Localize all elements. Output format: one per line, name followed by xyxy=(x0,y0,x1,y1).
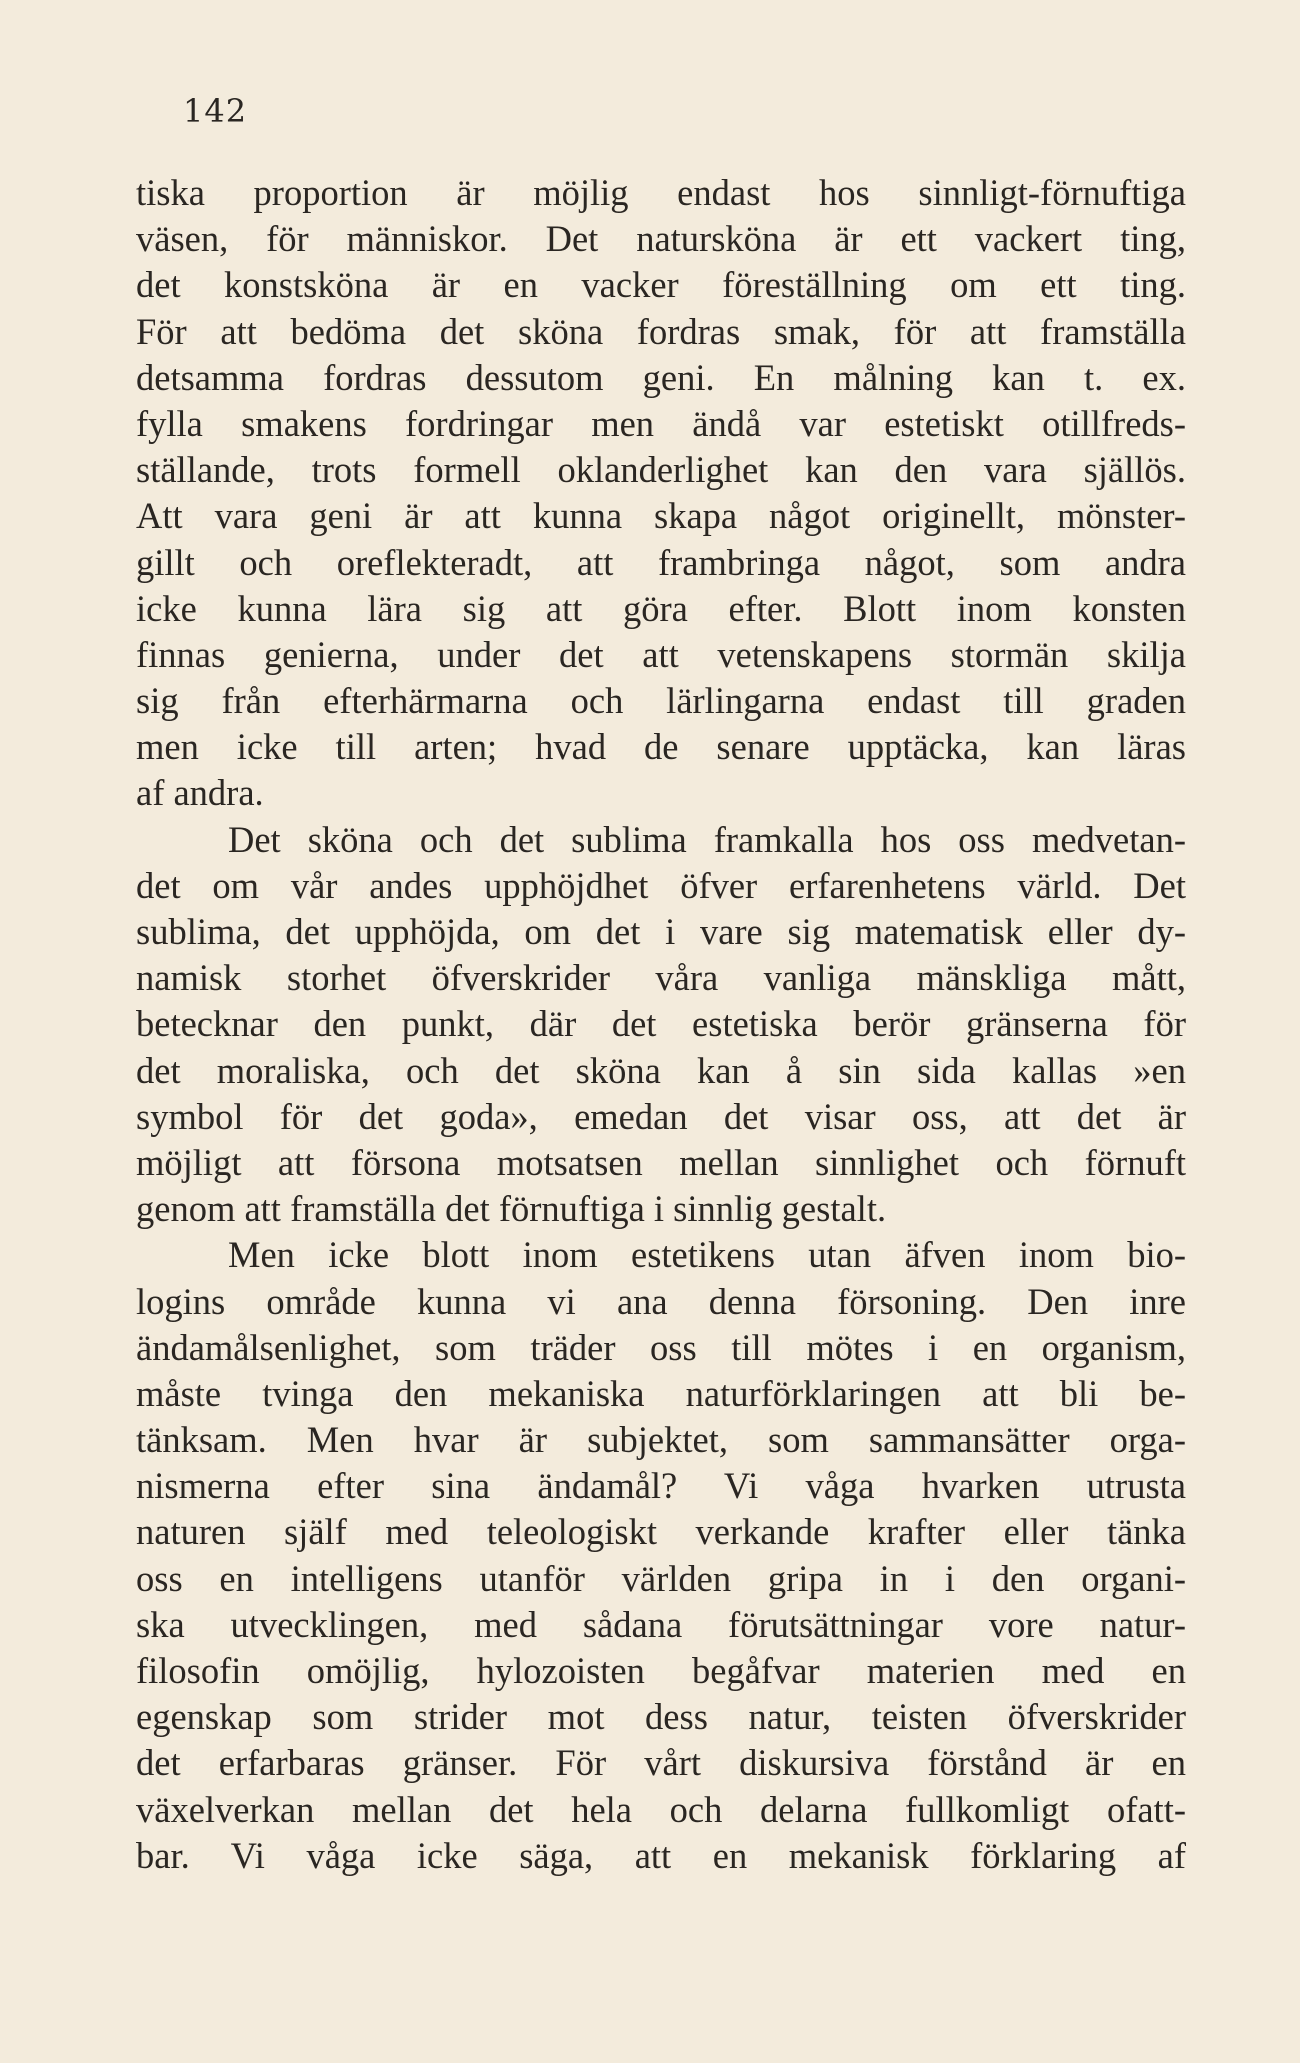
text-line: gillt och oreflekteradt, att frambringa något, som andra xyxy=(136,541,1186,583)
text-line: ska utvecklingen, med sådana förutsättningar vore natur- xyxy=(136,1603,1186,1645)
text-line: tiska proportion är möjlig endast hos sinnligt-förnuftiga xyxy=(136,172,1186,213)
text-line: finnas genierna, under det att vetenskapens stormän skilja xyxy=(136,633,1186,675)
text-line: det om vår andes upphöjdhet öfver erfarenhetens värld. Det xyxy=(136,864,1186,906)
text-line: logins område kunna vi ana denna försoning. Den inre xyxy=(136,1280,1186,1322)
text-line: För att bedöma det sköna fordras smak, för att framställa xyxy=(136,310,1186,352)
text-line: ändamålsenlighet, som träder oss till mötes i en organism, xyxy=(136,1326,1186,1368)
text-line: genom att framställa det förnuftiga i sinnlig gestalt. xyxy=(136,1188,887,1230)
text-line: af andra. xyxy=(136,772,264,814)
text-line: det erfarbaras gränser. För vårt diskursiva förstånd är en xyxy=(136,1742,1186,1784)
text-line: nismerna efter sina ändamål? Vi våga hvarken utrusta xyxy=(136,1465,1186,1507)
text-line: fylla smakens fordringar men ändå var estetiskt otillfreds- xyxy=(136,402,1186,444)
text-line: ställande, trots formell oklanderlighet kan den vara själlös. xyxy=(136,449,1186,491)
text-line: betecknar den punkt, där det estetiska berör gränserna för xyxy=(136,1003,1186,1045)
text-line: Att vara geni är att kunna skapa något originellt, mönster- xyxy=(136,495,1186,537)
text-line: möjligt att försona motsatsen mellan sinnlighet och förnuft xyxy=(136,1141,1186,1183)
text-line: det moraliska, och det sköna kan å sin sida kallas »en xyxy=(136,1049,1186,1091)
text-line: Men icke blott inom estetikens utan äfven inom bio- xyxy=(228,1234,1186,1276)
text-line: bar. Vi våga icke säga, att en mekanisk förklaring af xyxy=(136,1834,1186,1876)
text-line: måste tvinga den mekaniska naturförklaringen att bli be- xyxy=(136,1372,1186,1414)
text-line: filosofin omöjlig, hylozoisten begåfvar materien med en xyxy=(136,1650,1186,1691)
text-line: detsamma fordras dessutom geni. En målning kan t. ex. xyxy=(136,356,1186,398)
text-line: Det sköna och det sublima framkalla hos oss medvetan- xyxy=(228,818,1186,860)
page-number: 142 xyxy=(183,92,248,130)
text-line: icke kunna lära sig att göra efter. Blott inom konsten xyxy=(136,587,1186,629)
text-line: sig från efterhärmarna och lärlingarna endast till graden xyxy=(136,680,1186,722)
text-line: det konstsköna är en vacker föreställning om ett ting. xyxy=(136,264,1186,306)
text-line: sublima, det upphöjda, om det i vare sig matematisk eller dy- xyxy=(136,911,1186,952)
text-line: tänksam. Men hvar är subjektet, som sammansätter orga- xyxy=(136,1419,1186,1461)
text-line: symbol för det goda», emedan det visar oss, att det är xyxy=(136,1095,1186,1137)
body-text xyxy=(136,170,1186,1879)
text-line: väsen, för människor. Det natursköna är ett vackert ting, xyxy=(136,218,1186,260)
text-line: oss en intelligens utanför världen gripa in i den organi- xyxy=(136,1557,1186,1599)
text-line: växelverkan mellan det hela och delarna fullkomligt ofatt- xyxy=(136,1788,1186,1830)
text-line: men icke till arten; hvad de senare upptäcka, kan läras xyxy=(136,726,1186,768)
text-line: naturen själf med teleologiskt verkande krafter eller tänka xyxy=(136,1511,1186,1553)
text-line: namisk storhet öfverskrider våra vanliga mänskliga mått, xyxy=(136,957,1186,999)
text-line: egenskap som strider mot dess natur, teisten öfverskrider xyxy=(136,1696,1186,1738)
